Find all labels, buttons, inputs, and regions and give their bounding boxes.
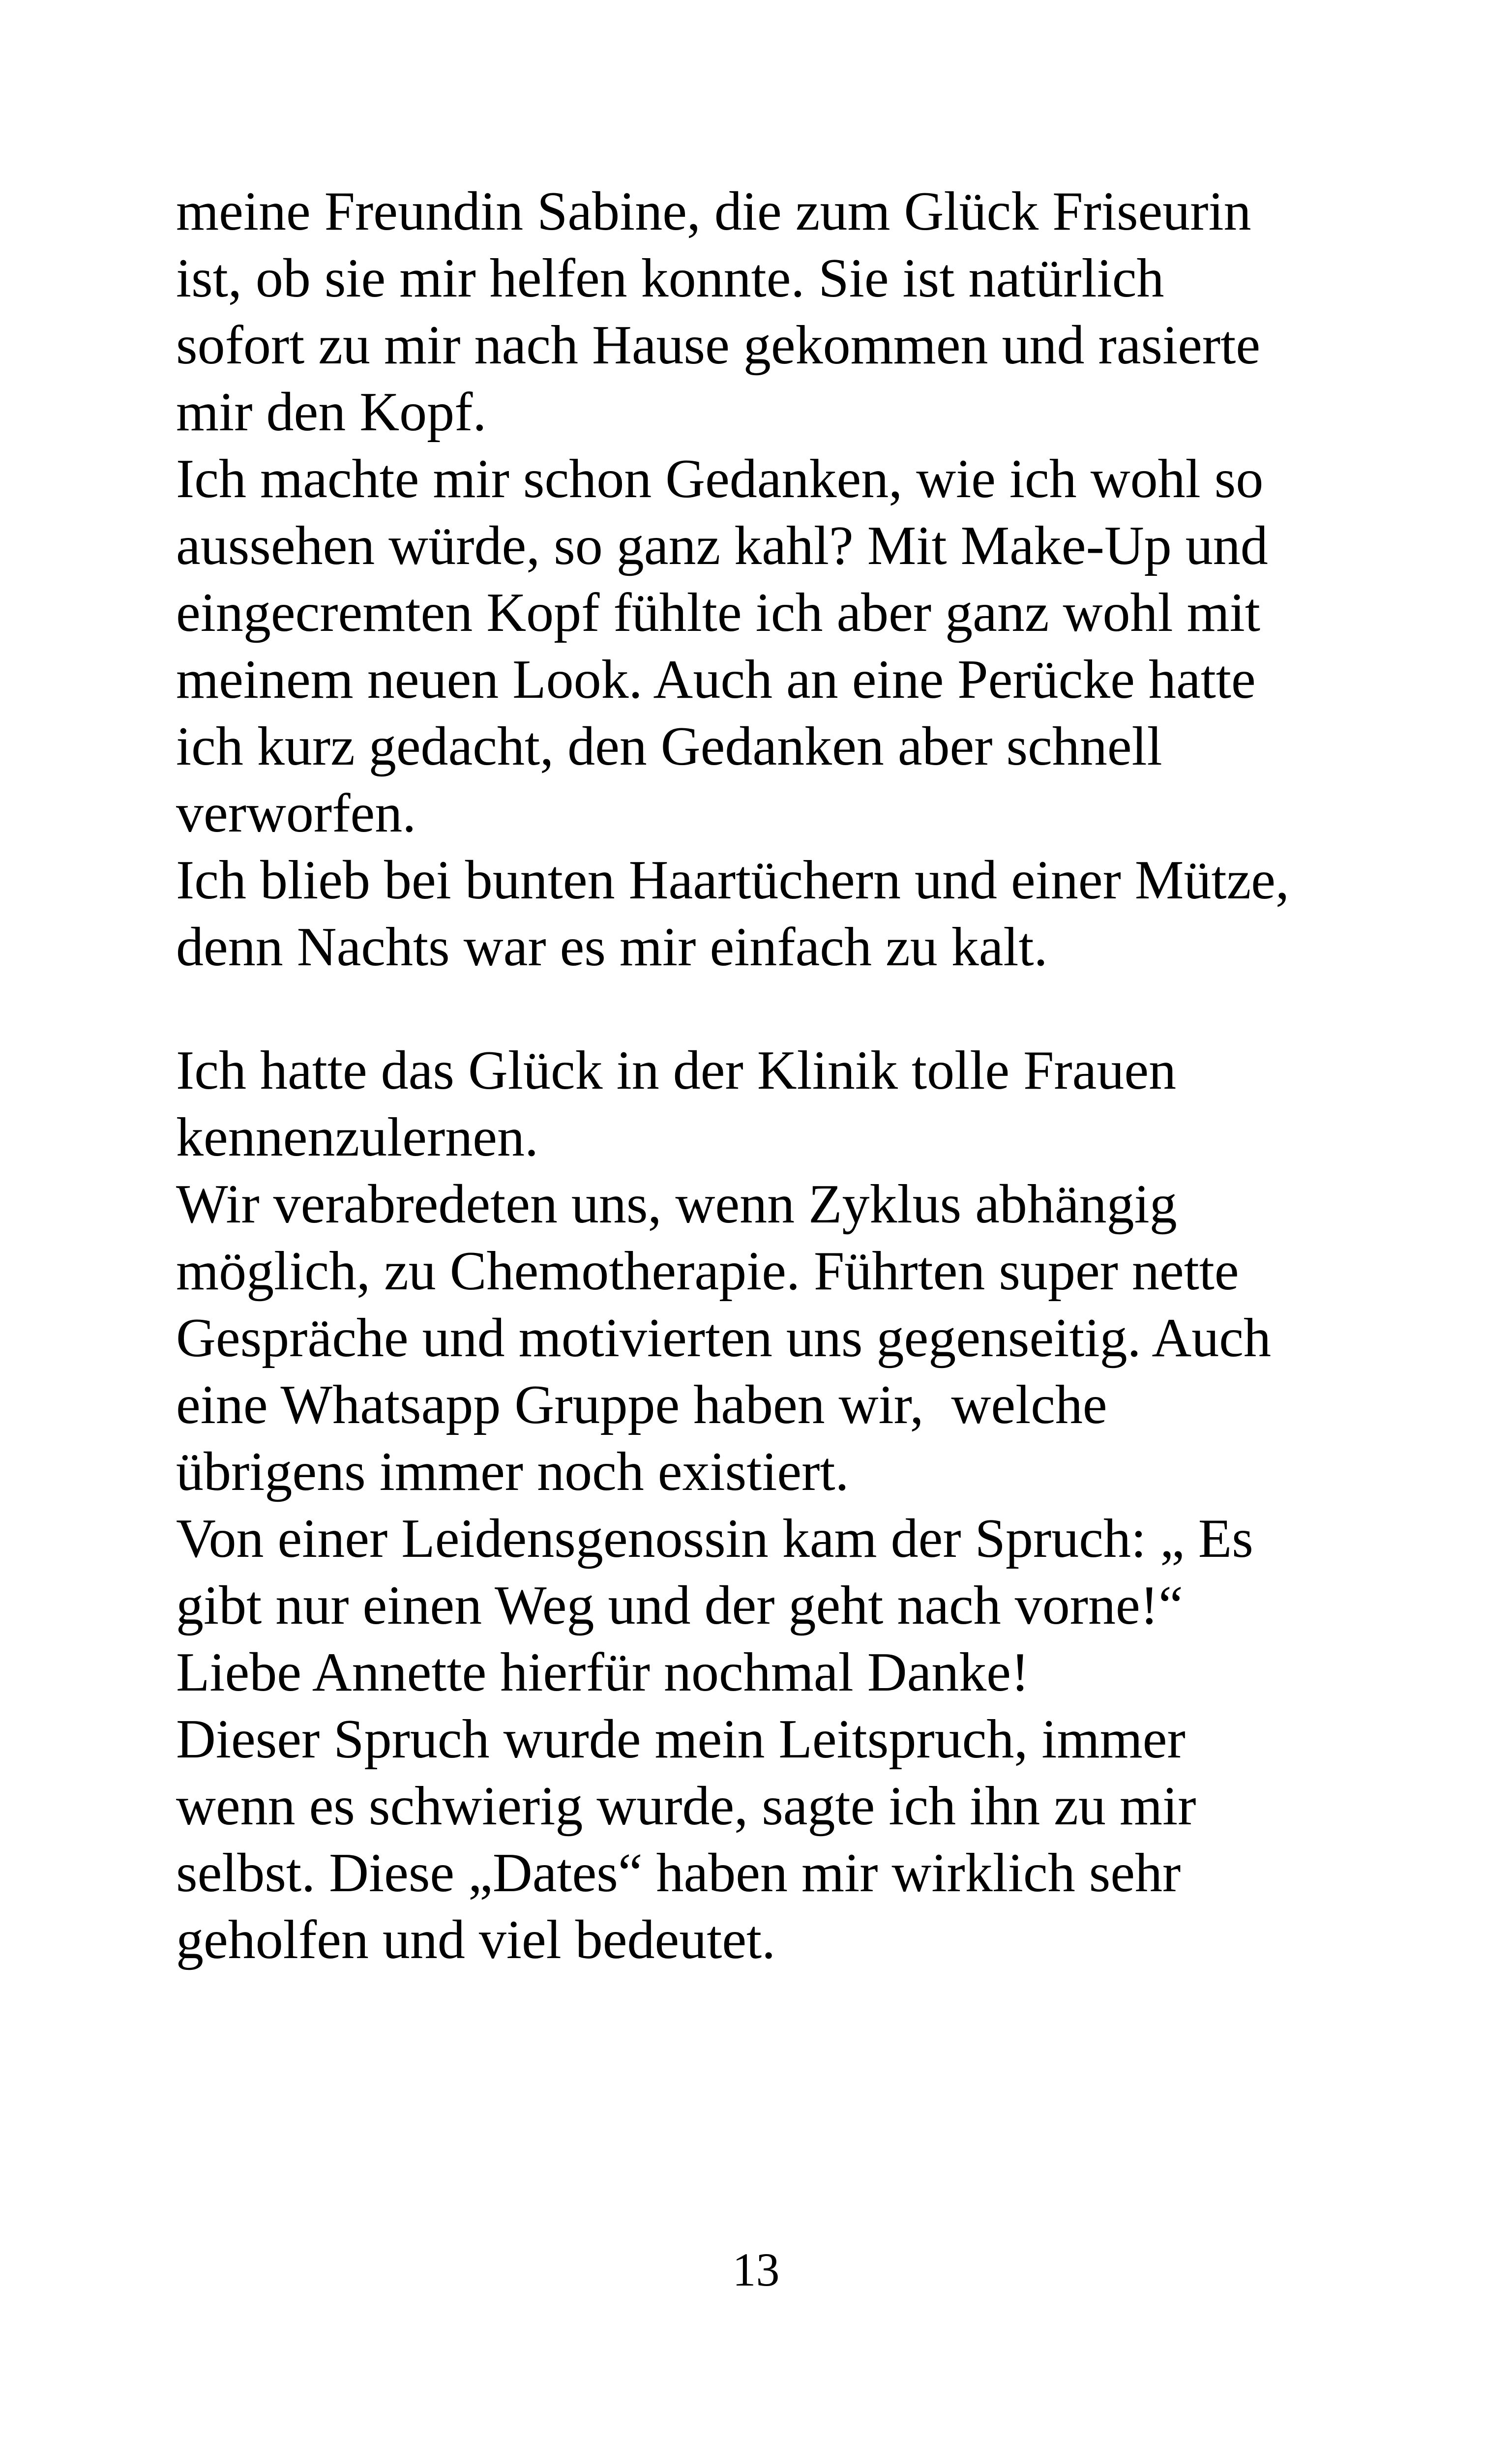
paragraph: [176, 178, 1405, 981]
text-line: übrigens immer noch existiert.: [176, 1441, 849, 1502]
text-line: Gespräche und motivierten uns gegenseitig. Auch: [176, 1308, 1271, 1368]
page-number: 13: [732, 2243, 780, 2296]
text-line: meinem neuen Look. Auch an eine Perücke hatte: [176, 649, 1256, 710]
text-line: meine Freundin Sabine, die zum Glück Friseurin: [176, 181, 1251, 242]
text-line: ich kurz gedacht, den Gedanken aber schnell: [176, 716, 1162, 777]
text-line: gibt nur einen Weg und der geht nach vorne!“: [176, 1575, 1183, 1636]
text-line: aussehen würde, so ganz kahl? Mit Make-Up und: [176, 515, 1268, 576]
text-line: geholfen und viel bedeutet.: [176, 1909, 776, 1970]
text-line: sofort zu mir nach Hause gekommen und rasierte: [176, 315, 1261, 376]
text-line: eine Whatsapp Gruppe haben wir, welche: [176, 1374, 1107, 1435]
text-line: kennenzulernen.: [176, 1107, 538, 1168]
text-line: Dieser Spruch wurde mein Leitspruch, immer: [176, 1709, 1186, 1770]
text-line: Wir verabredeten uns, wenn Zyklus abhängig: [176, 1174, 1177, 1235]
text-line: wenn es schwierig wurde, sagte ich ihn zu mir: [176, 1776, 1196, 1837]
text-line: Ich machte mir schon Gedanken, wie ich wohl so: [176, 448, 1264, 509]
text-line: Ich blieb bei bunten Haartüchern und einer Mütze,: [176, 850, 1290, 911]
text-line: ist, ob sie mir helfen konnte. Sie ist natürlich: [176, 248, 1164, 309]
paragraph: [176, 1037, 1405, 1973]
text-line: verworfen.: [176, 783, 416, 844]
body-text: [176, 178, 1405, 1973]
text-line: selbst. Diese „Dates“ haben mir wirklich sehr: [176, 1843, 1181, 1903]
text-line: möglich, zu Chemotherapie. Führten super nette: [176, 1241, 1239, 1302]
text-line: denn Nachts war es mir einfach zu kalt.: [176, 917, 1048, 978]
text-line: Ich hatte das Glück in der Klinik tolle Frauen: [176, 1040, 1177, 1101]
text-line: Von einer Leidensgenossin kam der Spruch: „ Es: [176, 1508, 1253, 1569]
text-line: mir den Kopf.: [176, 382, 487, 443]
text-line: Liebe Annette hierfür nochmal Danke!: [176, 1642, 1030, 1703]
text-line: eingecremten Kopf fühlte ich aber ganz wohl mit: [176, 582, 1260, 643]
paragraph-gap: [176, 981, 1405, 1037]
